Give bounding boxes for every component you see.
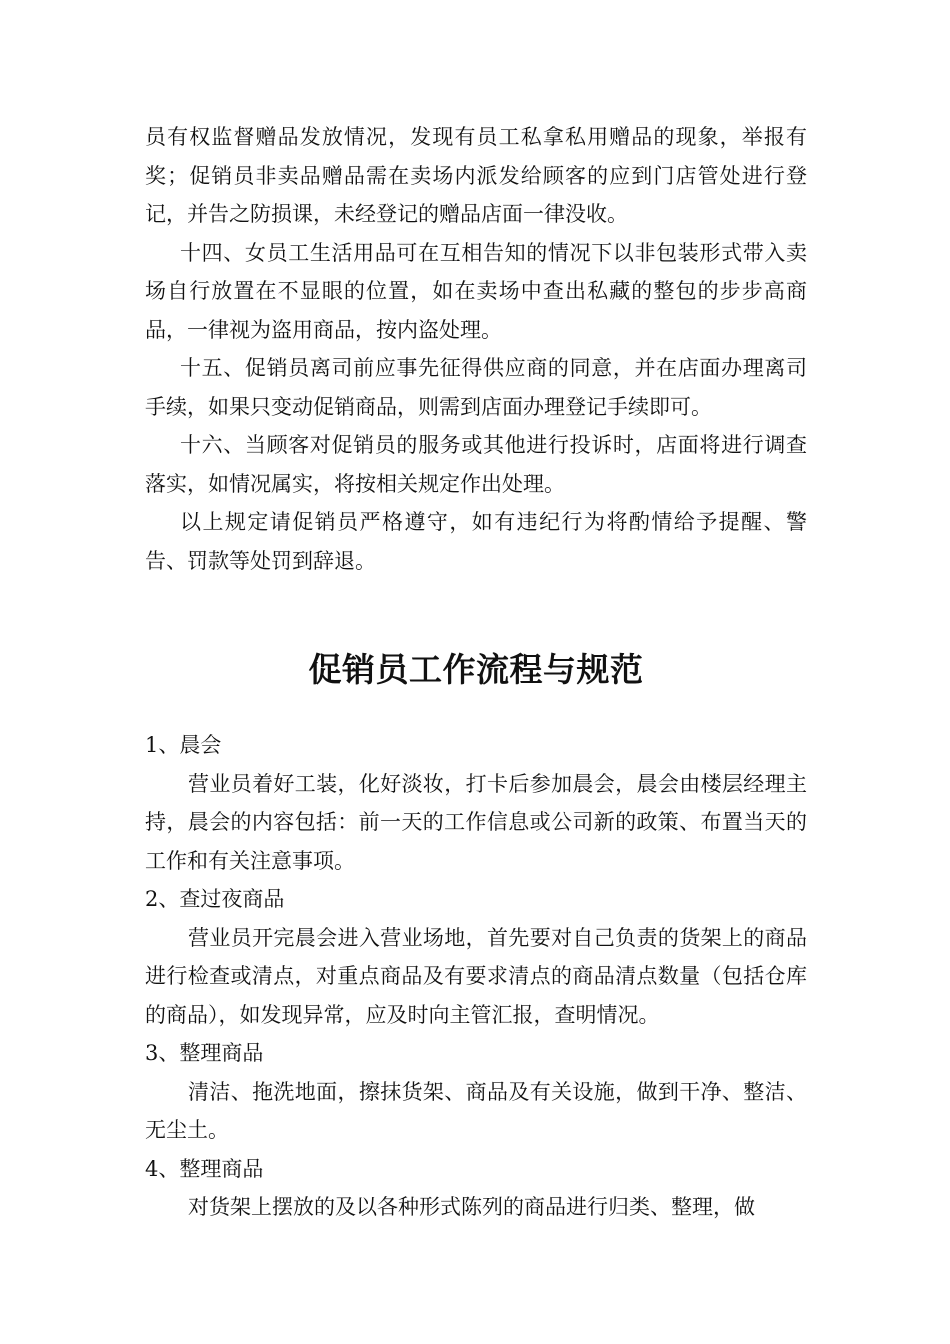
item-body-morning-meeting: 营业员着好工装，化好淡妆，打卡后参加晨会，晨会由楼层经理主持，晨会的内容包括：前一天的工作信息或公司新的政策、布置当天的工作和有关注意事项。 xyxy=(145,771,807,873)
paragraph-rule-15: 十五、促销员离司前应事先征得供应商的同意，并在店面办理离司手续，如果只变动促销商品，则需到店面办理登记手续即可。 xyxy=(145,356,807,419)
paragraph-rule-14: 十四、女员工生活用品可在互相告知的情况下以非包装形式带入卖场自行放置在不显眼的位置，如在卖场中查出私藏的整包的步步高商品，一律视为盗用商品，按内盗处理。 xyxy=(145,240,807,342)
section-title: 促销员工作流程与规范 xyxy=(308,650,644,689)
item-body-arranging: 对货架上摆放的及以各种形式陈列的商品进行归类、整理，做 xyxy=(188,1195,755,1219)
paragraph-closing-note: 以上规定请促销员严格遵守，如有违纪行为将酌情给予提醒、警告、罚款等处罚到辞退。 xyxy=(145,510,807,573)
item-heading-overnight-check: 2、查过夜商品 xyxy=(145,887,285,911)
paragraph-rule-16: 十六、当顾客对促销员的服务或其他进行投诉时，店面将进行调查落实，如情况属实，将按相关规定作出处理。 xyxy=(145,433,807,496)
document-page xyxy=(145,118,807,1227)
item-heading-arranging: 4、整理商品 xyxy=(145,1156,264,1181)
item-body-cleaning: 清洁、拖洗地面，擦抹货架、商品及有关设施，做到干净、整洁、无尘土。 xyxy=(145,1079,807,1142)
paragraph-gift-supervision: 员有权监督赠品发放情况，发现有员工私拿私用赠品的现象，举报有奖；促销员非卖品赠品需在卖场内派发给顾客的应到门店管处进行登记，并告之防损课，未经登记的赠品店面一律没收。 xyxy=(145,125,807,226)
item-heading-morning-meeting: 1、晨会 xyxy=(145,733,222,757)
item-heading-cleaning: 3、整理商品 xyxy=(145,1041,264,1065)
item-body-overnight-check: 营业员开完晨会进入营业场地，首先要对自己负责的货架上的商品进行检查或清点，对重点商品及有要求清点的商品清点数量（包括仓库的商品），如发现异常，应及时向主管汇报，查明情况。 xyxy=(145,925,807,1027)
